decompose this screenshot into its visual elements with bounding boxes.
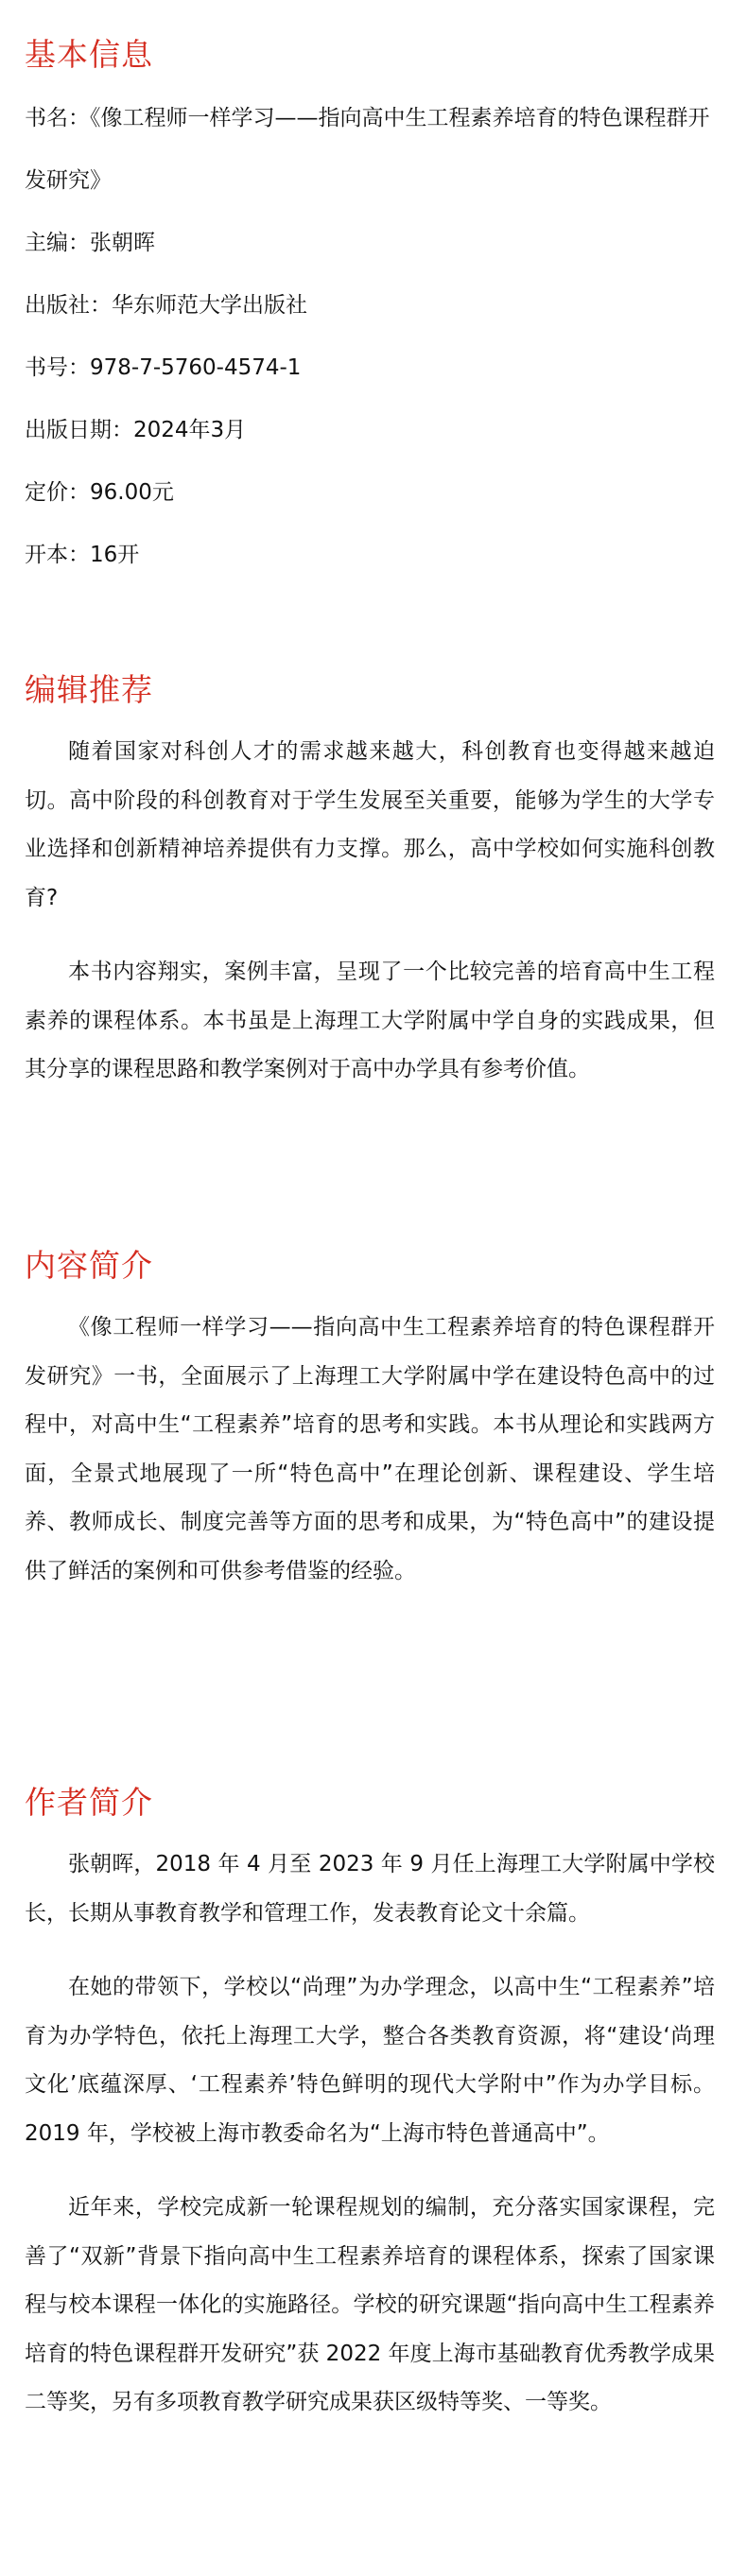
author-paragraph: 近年来，学校完成新一轮课程规划的编制，充分落实国家课程，完善了“双新”背景下指向高中生工程素养培育的课程体系，探索了国家课程与校本课程一体化的实施路径。学校的研究课题“指向高中生工程素养培育的特色课程群开发研究”获 2022 年度上海市基础教育优秀教学成果二等奖，另有多项教育教学研究成果获区级特等奖、一等奖。: [25, 2195, 715, 2414]
summary-heading: 内容简介: [25, 1247, 153, 1284]
book-format: 开本：16开: [25, 543, 140, 567]
book-editor: 主编：张朝晖: [25, 231, 155, 255]
book-pub-date: 出版日期：2024年3月: [25, 418, 247, 442]
recommendation-section: [25, 662, 715, 1095]
recommendation-paragraph: 本书内容翔实，案例丰富，呈现了一个比较完善的培育高中生工程素养的课程体系。本书虽是上海理工大学附属中学自身的实践成果，但其分享的课程思路和教学案例对于高中办学具有参考价值。: [25, 960, 715, 1081]
recommendation-paragraph: 随着国家对科创人才的需求越来越大，科创教育也变得越来越迫切。高中阶段的科创教育对于学生发展至关重要，能够为学生的大学专业选择和创新精神培养提供有力支撑。那么，高中学校如何实施科创教育?: [25, 739, 715, 910]
book-isbn: 书号：978-7-5760-4574-1: [25, 355, 302, 380]
summary-body: [25, 1304, 715, 1596]
summary-section: [25, 1237, 715, 1596]
book-publisher: 出版社：华东师范大学出版社: [25, 293, 307, 318]
book-title: 书名：《像工程师一样学习——指向高中生工程素养培育的特色课程群开发研究》: [25, 106, 710, 193]
recommendation-heading: 编辑推荐: [25, 671, 153, 708]
author-heading: 作者简介: [25, 1784, 153, 1821]
basic-info-section: [25, 26, 715, 586]
basic-info-heading: 基本信息: [25, 36, 153, 73]
author-paragraph: 在她的带领下，学校以“尚理”为办学理念，以高中生“工程素养”培育为办学特色，依托上海理工大学，整合各类教育资源，将“建设‘尚理文化’底蕴深厚、‘工程素养’特色鲜明的现代大学附中”作为办学目标。2019 年，学校被上海市教委命名为“上海市特色普通高中”。: [25, 1975, 715, 2146]
book-price: 定价：96.00元: [25, 480, 174, 505]
author-section: [25, 1774, 715, 2428]
author-paragraph: 张朝晖，2018 年 4 月至 2023 年 9 月任上海理工大学附属中学校长，长期从事教育教学和管理工作，发表教育论文十余篇。: [25, 1852, 715, 1926]
author-body: [25, 1841, 715, 2428]
recommendation-body: [25, 728, 715, 1095]
summary-paragraph: 《像工程师一样学习——指向高中生工程素养培育的特色课程群开发研究》一书，全面展示了上海理工大学附属中学在建设特色高中的过程中，对高中生“工程素养”培育的思考和实践。本书从理论和实践两方面，全景式地展现了一所“特色高中”在理论创新、课程建设、学生培养、教师成长、制度完善等方面的思考和成果，为“特色高中”的建设提供了鲜活的案例和可供参考借鉴的经验。: [25, 1315, 715, 1583]
